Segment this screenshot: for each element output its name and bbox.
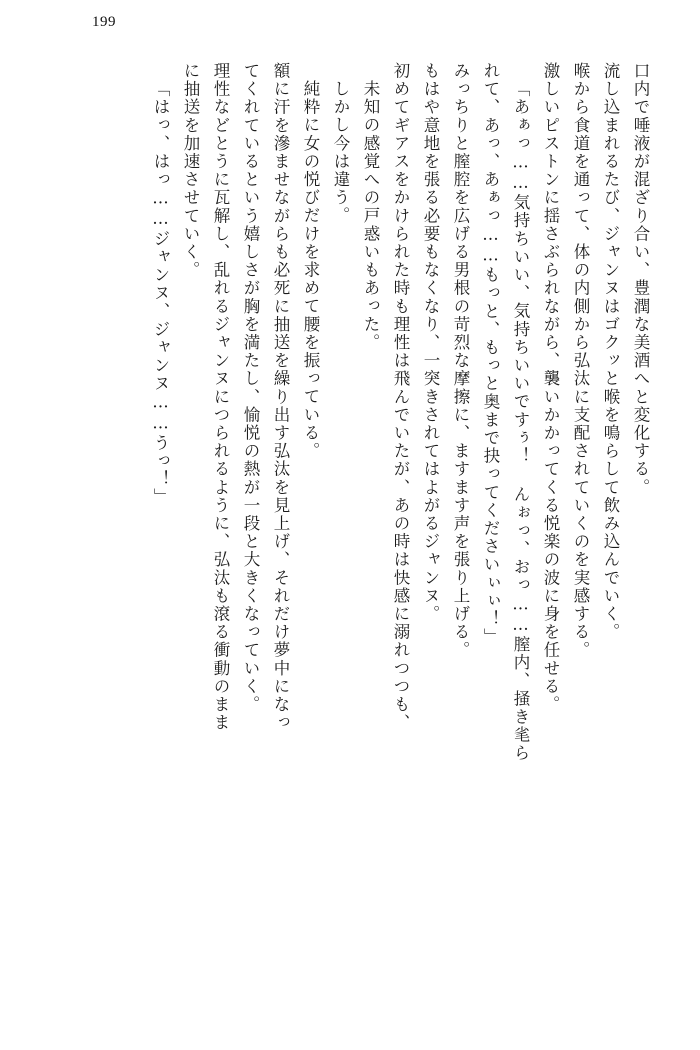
text-column: 理性などとうに瓦解し、乱れるジャンヌにつられるように、弘汰も滾る衝動のまま (211, 62, 230, 732)
text-column: 口内で唾液が混ざり合い、豊潤な美酒へと変化する。 (631, 62, 650, 497)
text-column: 純粋に女の悦びだけを求めて腰を振っている。 (301, 80, 320, 461)
text-column: 「あぁっ……気持ちいい、気持ちいいですぅ！ んぉっ、おっ……膣内、掻き毟ら (511, 80, 530, 763)
text-column: れて、あっ、あぁっ……もっと、もっと奥まで抉ってくださいぃぃ！」 (481, 62, 500, 647)
text-column: 初めてギアスをかけられた時も理性は飛んでいたが、あの時は快感に溺れつつも、 (391, 62, 410, 732)
text-column: てくれているという嬉しさが胸を満たし、愉悦の熱が一段と大きくなっていく。 (241, 62, 260, 714)
vertical-text-block (52, 62, 648, 1002)
text-column: 額に汗を滲ませながらも必死に抽送を繰り出す弘汰を見上げ、それだけ夢中になっ (271, 62, 290, 732)
text-column: 「はっ、はっ……ジャンヌ、ジャンヌ……うっ！」 (151, 80, 170, 507)
text-column: もはや意地を張る必要もなくなり、一突きされてはよがるジャンヌ。 (421, 62, 440, 624)
text-column: 流し込まれるたび、ジャンヌはゴクッと喉を鳴らして飲み込んでいく。 (601, 62, 620, 642)
text-column: 未知の感覚への戸惑いもあった。 (361, 80, 380, 352)
text-column: に抽送を加速させていく。 (181, 62, 200, 280)
text-column: 喉から食道を通って、体の内側から弘汰に支配されていくのを実感する。 (571, 62, 590, 660)
text-column: みっちりと膣腔を広げる男根の苛烈な摩擦に、ますます声を張り上げる。 (451, 62, 470, 660)
text-column: 激しいピストンに揺さぶられながら、襲いかかってくる悦楽の波に身を任せる。 (541, 62, 560, 714)
page-number: 199 (92, 14, 116, 30)
text-column: しかし今は違う。 (331, 80, 350, 225)
